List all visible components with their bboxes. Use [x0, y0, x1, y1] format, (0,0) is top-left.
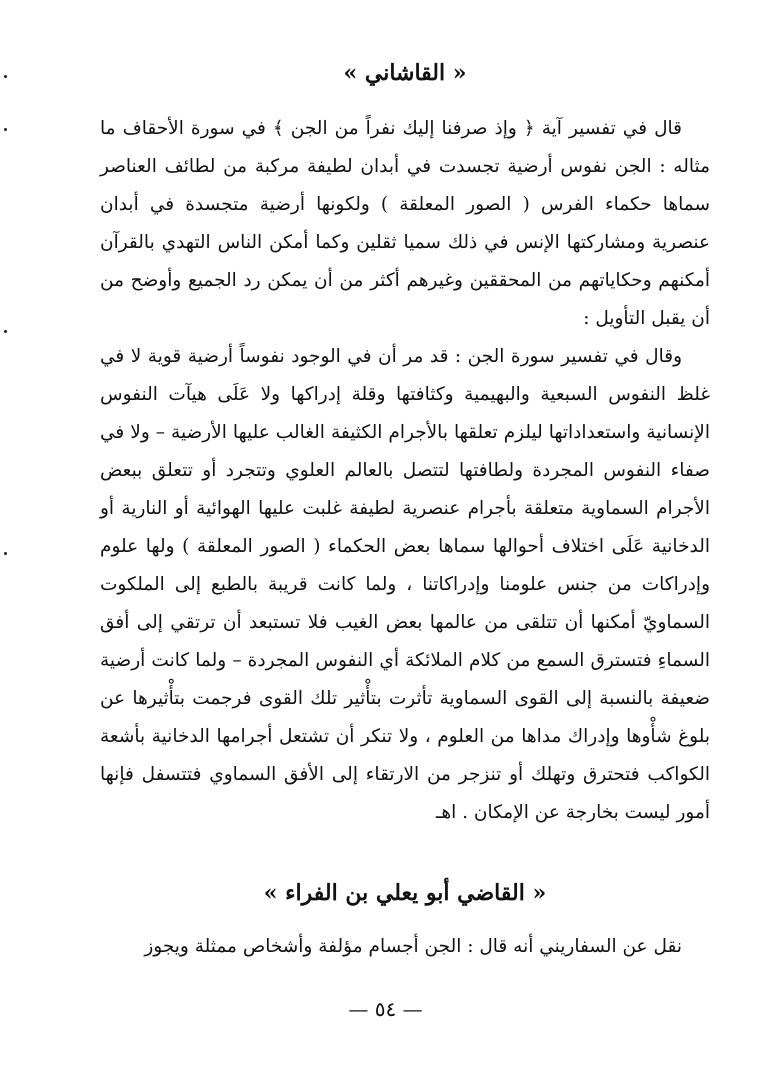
paragraph-tafsir-ahqaf: قال في تفسير آية ﴿ وإذ صرفنا إليك نفراً من الجن ﴾ في سورة الأحقاف ما مثاله : الجن نفوس أرضية تجسدت في أبدان لطيفة مركبة من لطائف العناصر سماها حكماء الفرس ( الصور المعلقة ) ولكونها أرضية متجسدة في أبدان عنصرية ومشاركتها الإنس في ذلك سميا ثقلين وكما أمكن الناس التهدي بالقرآن أمكنهم وحكاياتهم من المحققين وغيرهم أكثر من أن يمكن رد الجميع وأوضح من أن يقبل التأويل : — [100, 118, 710, 329]
paragraph-tafsir-jinn: وقال في تفسير سورة الجن : قد مر أن في الوجود نفوساً أرضية قوية لا في غلظ النفوس السبعية والبهيمية وكثافتها وقلة إدراكها ولا عَلَى هيآت النفوس الإنسانية واستعداداتها ليلزم تعلقها بالأجرام الكثيفة الغالب عليها الأرضية – ولا في صفاء النفوس المجردة ولطافتها لتتصل بالعالم العلوي وتتجرد أو تتعلق ببعض الأجرام السماوية متعلقة بأجرام عنصرية لطيفة غلبت عليها الهوائية أو النارية أو الدخانية عَلَى اختلاف أحوالها سماها بعض الحكماء ( الصور المعلقة ) ولها علوم وإدراكات من جنس علومنا وإدراكاتنا ، ولما كانت قريبة بالطبع إلى الملكوت السماويّ أمكنها أن تتلقى من عالمها بعض الغيب فلا تستبعد أن ترتقي إلى أفق السماءِ فتسترق السمع من كلام الملائكة أي النفوس المجردة – ولما كانت أرضية ضعيفة بالنسبة إلى القوى السماوية تأثرت بتأْثير تلك القوى فرجمت بتأْثيرها عن بلوغ شأْوها وإدراك مداها من العلوم ، ولا تنكر أن تشتعل أجرامها الدخانية بأشعة الكواكب فتحترق وتهلك أو تنزجر من الارتقاء إلى الأفق السماوي فتتسفل فإنها أمور ليست بخارجة عن الإمكان . اهـ — [100, 346, 710, 823]
margin-mark — [4, 330, 7, 333]
paragraph-safarini: نقل عن السفاريني أنه قال : الجن أجسام مؤلفة وأشخاص ممثلة ويجوز — [144, 936, 682, 957]
page-number: — ٥٤ — — [348, 997, 423, 1021]
section-heading-qadi-abu-yala: « القاضي أبو يعلي بن الفراء » — [263, 880, 547, 906]
margin-mark — [4, 128, 7, 131]
section-heading-qashani: « القاشاني » — [343, 60, 467, 86]
margin-mark — [4, 552, 7, 555]
margin-mark — [4, 75, 7, 78]
